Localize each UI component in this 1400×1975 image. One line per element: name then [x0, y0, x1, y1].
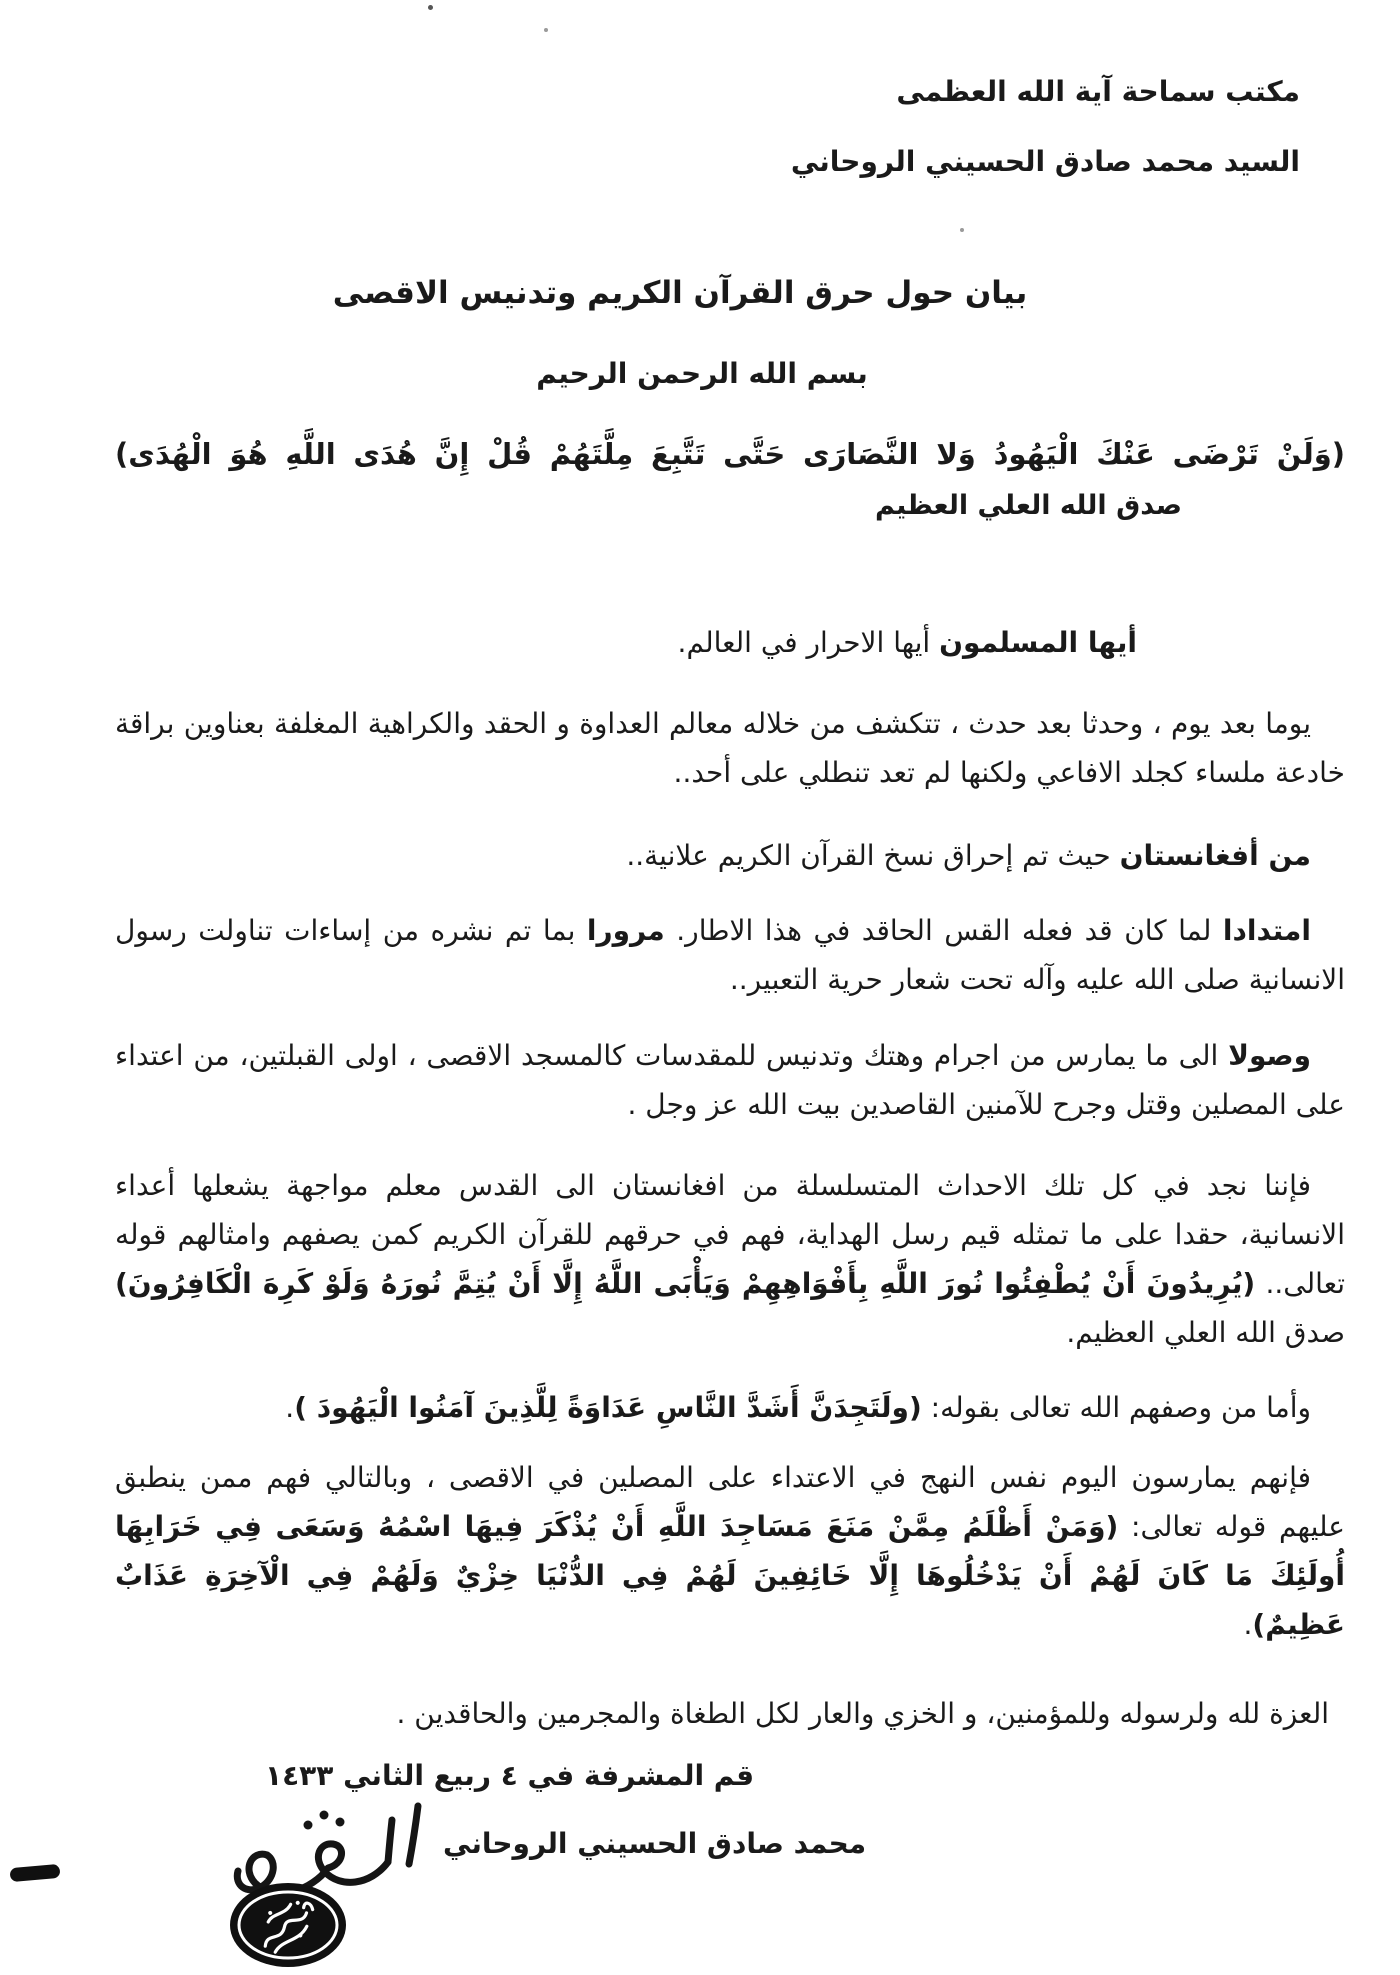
emphasized-text-run: (ولَتَجِدَنَّ أَشَدَّ النَّاسِ عَدَاوَةً لِلَّذِينَ آمَنُوا الْيَهُودَ )	[294, 1391, 922, 1424]
para-address-muslims	[115, 618, 1345, 667]
text-run: صدق الله العلي العظيم.	[1066, 1316, 1345, 1349]
para-day-after-day	[115, 699, 1345, 797]
para-chain-of-events	[115, 1161, 1345, 1357]
emphasized-text-run: أيها المسلمون	[939, 626, 1137, 659]
signature-stroke	[318, 1844, 388, 1883]
text-run: يوما بعد يوم ، وحدثا بعد حدث ، تتكشف من خلاله معالم العداوة و الحقد والكراهية المغلفة بعناوين براقة خادعة ملساء كجلد الافاعي ولكنها لم تعد تنطلي على أحد..	[115, 707, 1345, 789]
statement-body	[115, 618, 1345, 1738]
scan-speck	[428, 5, 433, 10]
text-run: بما تم نشره من إساءات تناولت رسول الانسانية صلى الله عليه وآله تحت شعار حرية التعبير..	[115, 914, 1345, 996]
emphasized-text-run: (يُرِيدُونَ أَنْ يُطْفِئُوا نُورَ اللَّهِ بِأَفْوَاهِهِمْ وَيَأْبَى اللَّهُ إِلَّا أَنْ يُتِمَّ نُورَهُ وَلَوْ كَرِهَ الْكَافِرُونَ)	[115, 1267, 1256, 1300]
opening-quran-verse: (وَلَنْ تَرْضَى عَنْكَ الْيَهُودُ وَلا النَّصَارَى حَتَّى تَتَّبِعَ مِلَّتَهُمْ قُلْ إِنَّ هُدَى اللَّهِ هُوَ الْهُدَى)	[115, 437, 1345, 471]
letterhead-office-line: مكتب سماحة آية الله العظمى	[896, 75, 1300, 108]
signature-printed-name: محمد صادق الحسيني الروحاني	[443, 1827, 867, 1860]
emphasized-text-run: مرورا	[586, 914, 665, 947]
official-seal-stamp	[228, 1881, 348, 1969]
para-afghanistan-burning	[115, 831, 1345, 880]
seal-drawing	[228, 1881, 348, 1969]
text-run: .	[285, 1391, 295, 1424]
para-description-verse	[115, 1383, 1345, 1432]
para-closing-izza	[115, 1689, 1345, 1738]
text-run: أيها الاحرار في العالم.	[677, 626, 940, 659]
text-run: الى ما يمارس من اجرام وهتك وتدنيس للمقدسات كالمسجد الاقصى ، اولى القبلتين، من اعتداء على المصلين وقتل وجرح للآمنين القاصدين بيت الله عز وجل .	[115, 1039, 1345, 1121]
text-run: فإننا نجد في كل تلك الاحداث المتسلسلة من افغانستان الى القدس معلم مواجهة يشعلها أعداء الانسانية، حقدا على ما تمثله قيم رسل الهداية، فهم في حرقهم للقرآن الكريم كمن يصفهم وامثالهم قوله تعالى..	[115, 1169, 1346, 1300]
scan-speck	[960, 228, 964, 232]
text-run: حيث تم إحراق نسخ القرآن الكريم علانية..	[626, 839, 1120, 872]
seal-outer-ellipse	[230, 1883, 346, 1967]
emphasized-text-run: وصولا	[1228, 1039, 1311, 1072]
text-run: وأما من وصفهم الله تعالى بقوله:	[921, 1391, 1311, 1424]
para-extension-of-offenses	[115, 906, 1345, 1004]
para-culmination-aqsa	[115, 1031, 1345, 1129]
text-run: لما كان قد فعله القس الحاقد في هذا الاطار.	[664, 914, 1223, 947]
signature-dot	[336, 1818, 345, 1827]
date-place-line: قم المشرفة في ٤ ربيع الثاني ١٤٣٣	[265, 1759, 755, 1792]
text-run: فإنهم يمارسون اليوم نفس النهج في الاعتداء على المصلين في الاقصى ، وبالتالي فهم ممن ينطبق عليهم قوله تعالى:	[115, 1461, 1345, 1543]
letterhead-name-line: السيد محمد صادق الحسيني الروحاني	[790, 145, 1300, 178]
letterhead	[115, 72, 1300, 182]
text-run: .	[1243, 1608, 1253, 1641]
emphasized-text-run: من أفغانستان	[1119, 839, 1311, 872]
verse-attribution: صدق الله العلي العظيم	[875, 490, 1182, 521]
scan-speck	[544, 28, 548, 32]
para-same-approach-today	[115, 1453, 1345, 1649]
text-run: العزة لله ولرسوله وللمؤمنين، و الخزي والعار لكل الطغاة والمجرمين والحاقدين .	[396, 1697, 1329, 1730]
signature-dot	[320, 1811, 329, 1820]
signature-dot	[304, 1821, 313, 1830]
signature-stroke	[409, 1806, 418, 1864]
emphasized-text-run: (وَمَنْ أَظْلَمُ مِمَّنْ مَنَعَ مَسَاجِدَ اللَّهِ أَنْ يُذْكَرَ فِيهَا اسْمُهُ وَسَعَى فِي خَرَابِهَا أُولَئِكَ مَا كَانَ لَهُمْ أَنْ يَدْخُلُوهَا إِلَّا خَائِفِينَ لَهُمْ فِي الدُّنْيَا خِزْيٌ وَلَهُمْ فِي الْآخِرَةِ عَذَابٌ عَظِيمٌ)	[115, 1510, 1345, 1641]
basmala: بسم الله الرحمن الرحيم	[536, 357, 868, 390]
emphasized-text-run: امتدادا	[1222, 914, 1311, 947]
scan-edge-mark	[9, 1864, 60, 1882]
statement-title: بيان حول حرق القرآن الكريم وتدنيس الاقصى	[332, 275, 1028, 311]
signature-stroke	[388, 1820, 392, 1862]
